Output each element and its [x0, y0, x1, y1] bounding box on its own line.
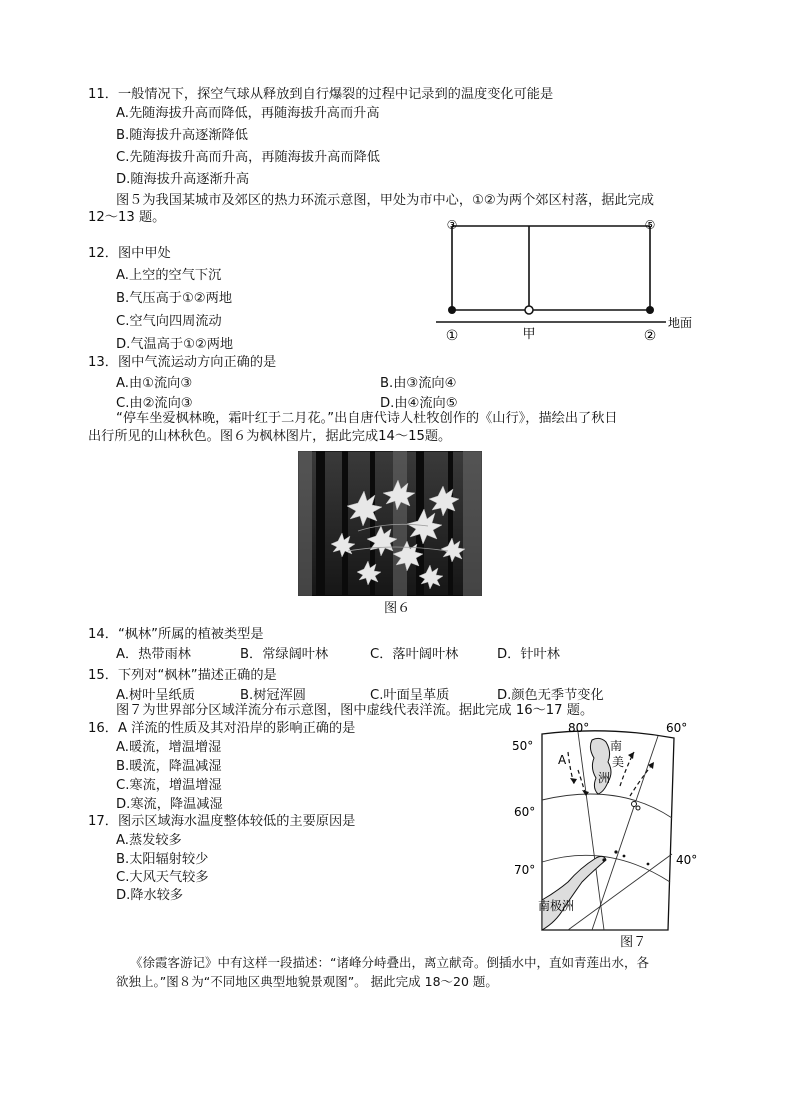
q12-option-c: C.空气向四周流动 [116, 314, 222, 329]
q14-option-d: D．针叶林 [497, 647, 560, 662]
q16-stem: 16．A 洋流的性质及其对沿岸的影响正确的是 [88, 721, 356, 736]
q13-option-b: B.由③流向④ [380, 376, 457, 391]
q13-option-c: C.由②流向③ [116, 396, 193, 411]
fig6-caption: 图６ [384, 601, 411, 616]
lon-40-label: 40° [676, 853, 698, 867]
q14-option-a: A．热带雨林 [116, 647, 191, 662]
q15-option-b: B.树冠浑圆 [240, 688, 306, 703]
maple-forest-photo [298, 451, 482, 596]
q13-option-d: D.由④流向⑤ [380, 396, 458, 411]
q11-stem: 11．一般情况下，探空气球从释放到自行爆裂的过程中记录到的温度变化可能是 [88, 87, 554, 102]
q17-stem: 17．图示区域海水温度整体较低的主要原因是 [88, 814, 356, 829]
ground-label: 地面 [668, 316, 693, 330]
village-2-dot [646, 306, 654, 314]
lon-80-label: 80° [568, 722, 590, 735]
q17-option-d: D.降水较多 [116, 888, 184, 903]
intro7-line1: 图７为世界部分区域洋流分布示意图，图中虚线代表洋流。据此完成 16～17 题。 [116, 703, 594, 718]
point-5-label: ⑤ [644, 218, 656, 232]
q13-option-a: A.由①流向③ [116, 376, 193, 391]
lat-50-label: 50° [512, 739, 534, 753]
intro5-line2: 12～13 题。 [88, 210, 166, 225]
intro5-line1: 图５为我国某城市及郊区的热力环流示意图，甲处为市中心，①②为两个郊区村落，据此完成 [116, 193, 654, 208]
q17-option-c: C.大风天气较多 [116, 870, 209, 885]
lon-60-label: 60° [666, 722, 688, 735]
q15-option-a: A.树叶呈纸质 [116, 688, 195, 703]
q15-option-c: C.叶面呈革质 [370, 688, 450, 703]
intro8-line2: 欲独上。”图８为“不同地区典型地貌景观图”。 据此完成 18～20 题。 [116, 974, 498, 989]
q17-option-b: B.太阳辐射较少 [116, 852, 209, 867]
q11-option-b: B.随海拔升高逐渐降低 [116, 128, 248, 143]
point-1-label: ① [445, 328, 459, 344]
q14-option-b: B．常绿阔叶林 [240, 647, 329, 662]
city-center-dot [525, 306, 533, 314]
q12-option-a: A.上空的空气下沉 [116, 268, 222, 283]
antarctica-label: 南极洲 [538, 899, 575, 913]
q13-stem: 13．图中气流运动方向正确的是 [88, 355, 277, 370]
q12-option-b: B.气压高于①②两地 [116, 291, 233, 306]
q15-option-d: D.颜色无季节变化 [497, 688, 604, 703]
q16-option-a: A.暖流，增温增湿 [116, 740, 222, 755]
q16-option-b: B.暖流，降温减湿 [116, 759, 222, 774]
south-america-label-1: 南 [610, 739, 623, 753]
thermal-circulation-diagram [432, 218, 700, 352]
point-jia-label: 甲 [522, 327, 536, 342]
q11-option-c: C.先随海拔升高而升高，再随海拔升高而降低 [116, 150, 380, 165]
q16-option-d: D.寒流，降温减湿 [116, 797, 223, 812]
q15-stem: 15．下列对“枫林”描述正确的是 [88, 668, 277, 683]
q16-option-c: C.寒流，增温增湿 [116, 778, 222, 793]
lat-60-label: 60° [514, 805, 536, 819]
intro8-line1: 《徐霞客游记》中有这样一段描述：“诸峰分峙叠出，离立献奇。倒插水中，直如青莲出水，各 [130, 955, 649, 970]
point-2-label: ② [643, 328, 657, 344]
q14-option-c: C．落叶阔叶林 [370, 647, 459, 662]
current-a-label: A [558, 753, 567, 767]
fig7-caption: 图７ [620, 935, 647, 950]
ocean-current-map [508, 722, 698, 947]
intro6-line2: 出行所见的山林秋色。图６为枫林图片，据此完成14～15题。 [88, 429, 452, 444]
q11-option-a: A.先随海拔升高而降低，再随海拔升高而升高 [116, 106, 380, 121]
point-3-label: ③ [446, 218, 458, 232]
lat-70-label: 70° [514, 863, 536, 877]
q12-stem: 12．图中甲处 [88, 246, 171, 261]
q12-option-d: D.气温高于①②两地 [116, 337, 234, 352]
village-1-dot [448, 306, 456, 314]
q17-option-a: A.蒸发较多 [116, 833, 182, 848]
q14-stem: 14．“枫林”所属的植被类型是 [88, 627, 264, 642]
south-america-label-2: 美 [612, 755, 625, 769]
q11-option-d: D.随海拔升高逐渐升高 [116, 172, 250, 187]
south-america-label-3: 洲 [598, 771, 611, 785]
intro6-line1: “停车坐爱枫林晚，霜叶红于二月花。”出自唐代诗人杜牧创作的《山行》，描绘出了秋日 [116, 411, 618, 426]
